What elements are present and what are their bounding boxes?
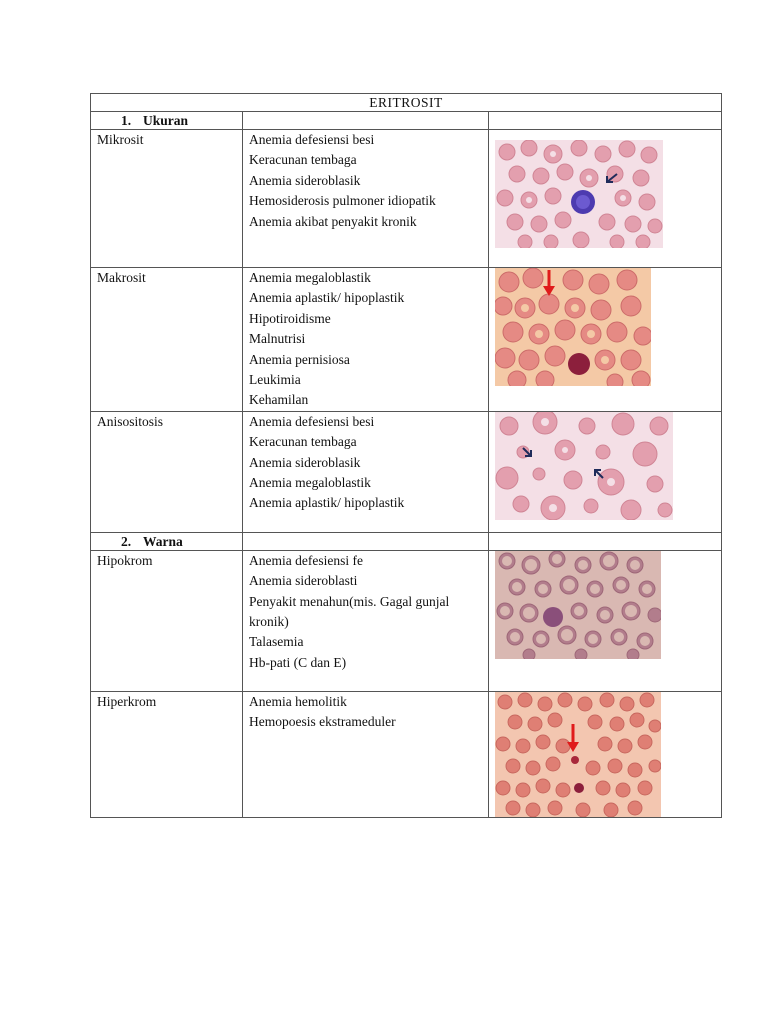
list-item: Anemia akibat penyakit kronik [249, 213, 417, 229]
list-item: Anemia megaloblastik [249, 270, 371, 285]
list-item: Anemia pernisiosa [249, 351, 350, 367]
micrograph-makrosit [495, 268, 721, 386]
list-item: Hemosiderosis pulmoner idiopatik [249, 193, 436, 209]
row-name-makrosit: Makrosit [91, 268, 243, 412]
list-item: Leukimia [249, 372, 301, 388]
row-name-mikrosit: Mikrosit [91, 130, 243, 268]
table-row-anisositosis [91, 411, 722, 532]
title-row [91, 94, 722, 112]
list-item: Hemopoesis ekstrameduler [249, 714, 396, 730]
list-item: Anemia sideroblasti [249, 573, 358, 589]
list-item: Malnutrisi [249, 331, 306, 347]
micrograph-anisositosis [495, 412, 721, 520]
row-items-hipokrom [243, 550, 489, 691]
micrograph-hipokrom [495, 551, 721, 659]
list-item: Keracunan tembaga [249, 152, 357, 168]
list-item: Anemia defesiensi besi [249, 413, 375, 429]
table-title: ERITROSIT [91, 94, 722, 112]
section-label-warna: 2. Warna [91, 532, 243, 550]
micrograph-mikrosit [495, 140, 721, 248]
table-row-mikrosit [91, 130, 722, 268]
eritrosit-table [90, 93, 722, 818]
row-items-anisositosis [243, 411, 489, 532]
row-items-mikrosit [243, 130, 489, 268]
list-item: Anemia aplastik/ hipoplastik [249, 290, 405, 306]
table-row-hiperkrom [91, 691, 722, 817]
row-name-hipokrom: Hipokrom [91, 550, 243, 691]
list-item: Hipotiroidisme [249, 310, 331, 326]
list-item: Kehamilan [249, 392, 309, 408]
section-header-warna [91, 532, 722, 550]
list-item: Keracunan tembaga [249, 434, 357, 450]
list-item: Anemia sideroblasik [249, 172, 361, 188]
list-item: Penyakit menahun(mis. Gagal gunjal kronik) [249, 593, 450, 630]
section-header-ukuran [91, 112, 722, 130]
list-item: Anemia sideroblasik [249, 454, 361, 470]
table-row-makrosit [91, 268, 722, 412]
list-item: Anemia megaloblastik [249, 475, 371, 491]
row-items-hiperkrom [243, 691, 489, 817]
list-item: Anemia defesiensi fe [249, 552, 363, 568]
table-row-hipokrom [91, 550, 722, 691]
row-items-makrosit [243, 268, 489, 412]
list-item: Talasemia [249, 634, 304, 650]
row-name-hiperkrom: Hiperkrom [91, 691, 243, 817]
list-item: Hb-pati (C dan E) [249, 654, 347, 670]
section-label-ukuran: 1. Ukuran [91, 112, 243, 130]
list-item: Anemia aplastik/ hipoplastik [249, 495, 405, 511]
list-item: Anemia hemolitik [249, 693, 347, 709]
list-item: Anemia defesiensi besi [249, 132, 375, 147]
row-name-anisositosis: Anisositosis [91, 411, 243, 532]
micrograph-hiperkrom [495, 692, 721, 817]
